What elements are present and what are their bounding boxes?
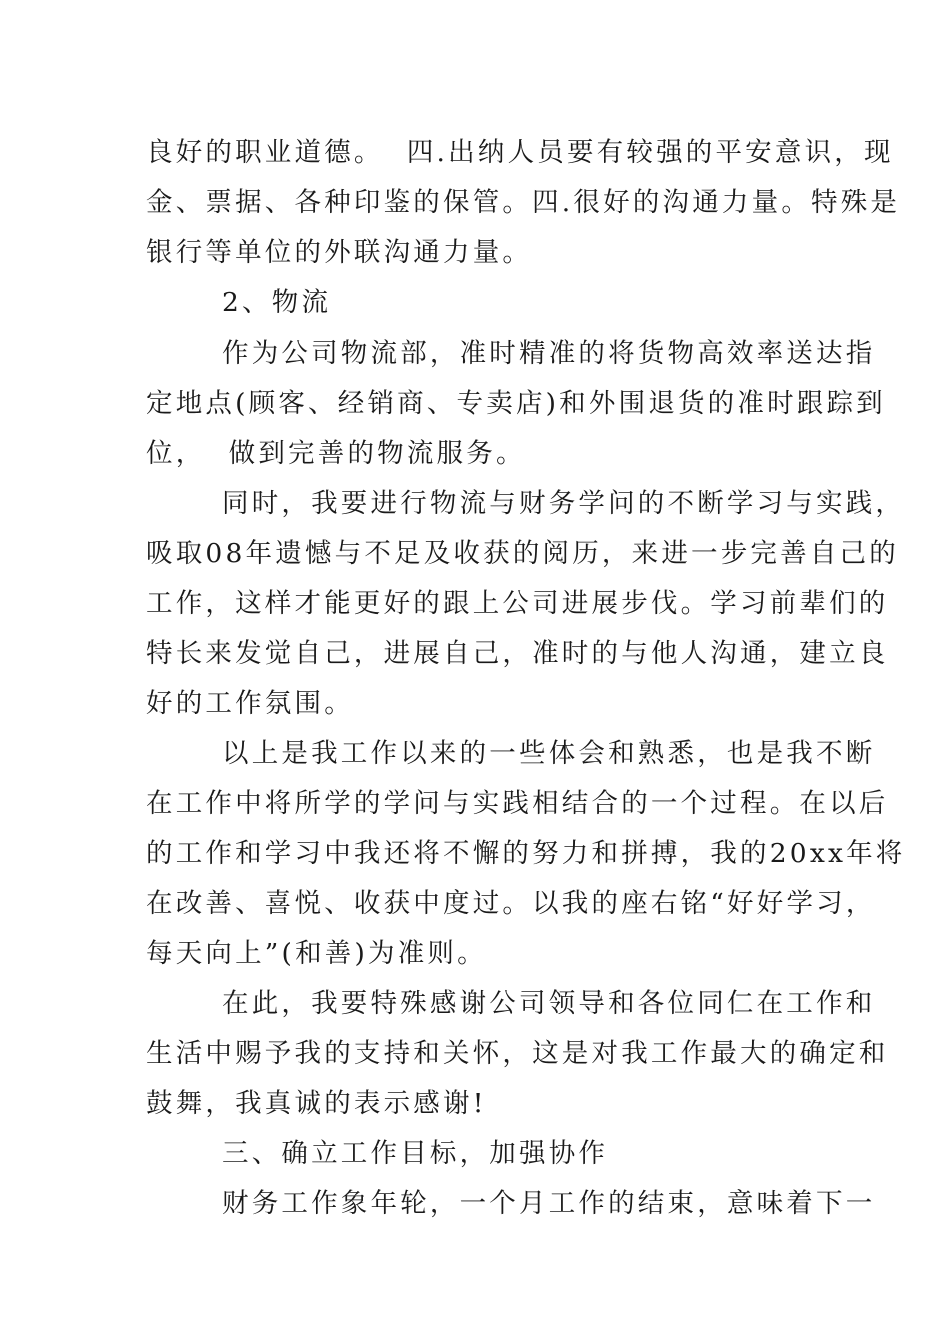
text-line: 在改善、喜悦、收获中度过。以我的座右铭“好好学习， (146, 888, 876, 919)
text-line: 吸取08年遗憾与不足及收获的阅历，来进一步完善自己的 (146, 538, 899, 569)
text-line: 财务工作象年轮，一个月工作的结束，意味着下一 (222, 1188, 876, 1219)
text-line: 每天向上”(和善)为准则。 (146, 938, 487, 969)
text-line: 在此，我要特殊感谢公司领导和各位同仁在工作和 (222, 988, 876, 1019)
text-line: 生活中赐予我的支持和关怀，这是对我工作最大的确定和 (146, 1038, 889, 1069)
text-line: 好的工作氛围。 (146, 688, 354, 719)
text-line: 在工作中将所学的学问与实践相结合的一个过程。在以后 (146, 788, 889, 819)
text-line: 定地点(顾客、经销商、专卖店)和外围退货的准时跟踪到 (146, 388, 886, 419)
section-heading: 三、确立工作目标，加强协作 (222, 1138, 609, 1169)
text-line: 作为公司物流部，准时精准的将货物高效率送达指 (222, 338, 876, 369)
text-line: 鼓舞，我真诚的表示感谢! (146, 1088, 487, 1119)
section-heading: 2、物流 (222, 287, 332, 318)
text-line: 金、票据、各种印鉴的保管。四.很好的沟通力量。特殊是 (146, 187, 901, 218)
text-line: 良好的职业道德。 四.出纳人员要有较强的平安意识，现 (146, 137, 894, 168)
text-line: 同时，我要进行物流与财务学问的不断学习与实践， (222, 488, 906, 519)
text-line: 以上是我工作以来的一些体会和熟悉，也是我不断 (222, 738, 876, 769)
text-line: 位， 做到完善的物流服务。 (146, 438, 526, 469)
text-line: 银行等单位的外联沟通力量。 (146, 237, 533, 268)
text-line: 特长来发觉自己，进展自己，准时的与他人沟通，建立良 (146, 638, 889, 669)
text-line: 工作，这样才能更好的跟上公司进展步伐。学习前辈们的 (146, 588, 889, 619)
text-line: 的工作和学习中我还将不懈的努力和拼搏，我的20xx年将 (146, 838, 906, 869)
